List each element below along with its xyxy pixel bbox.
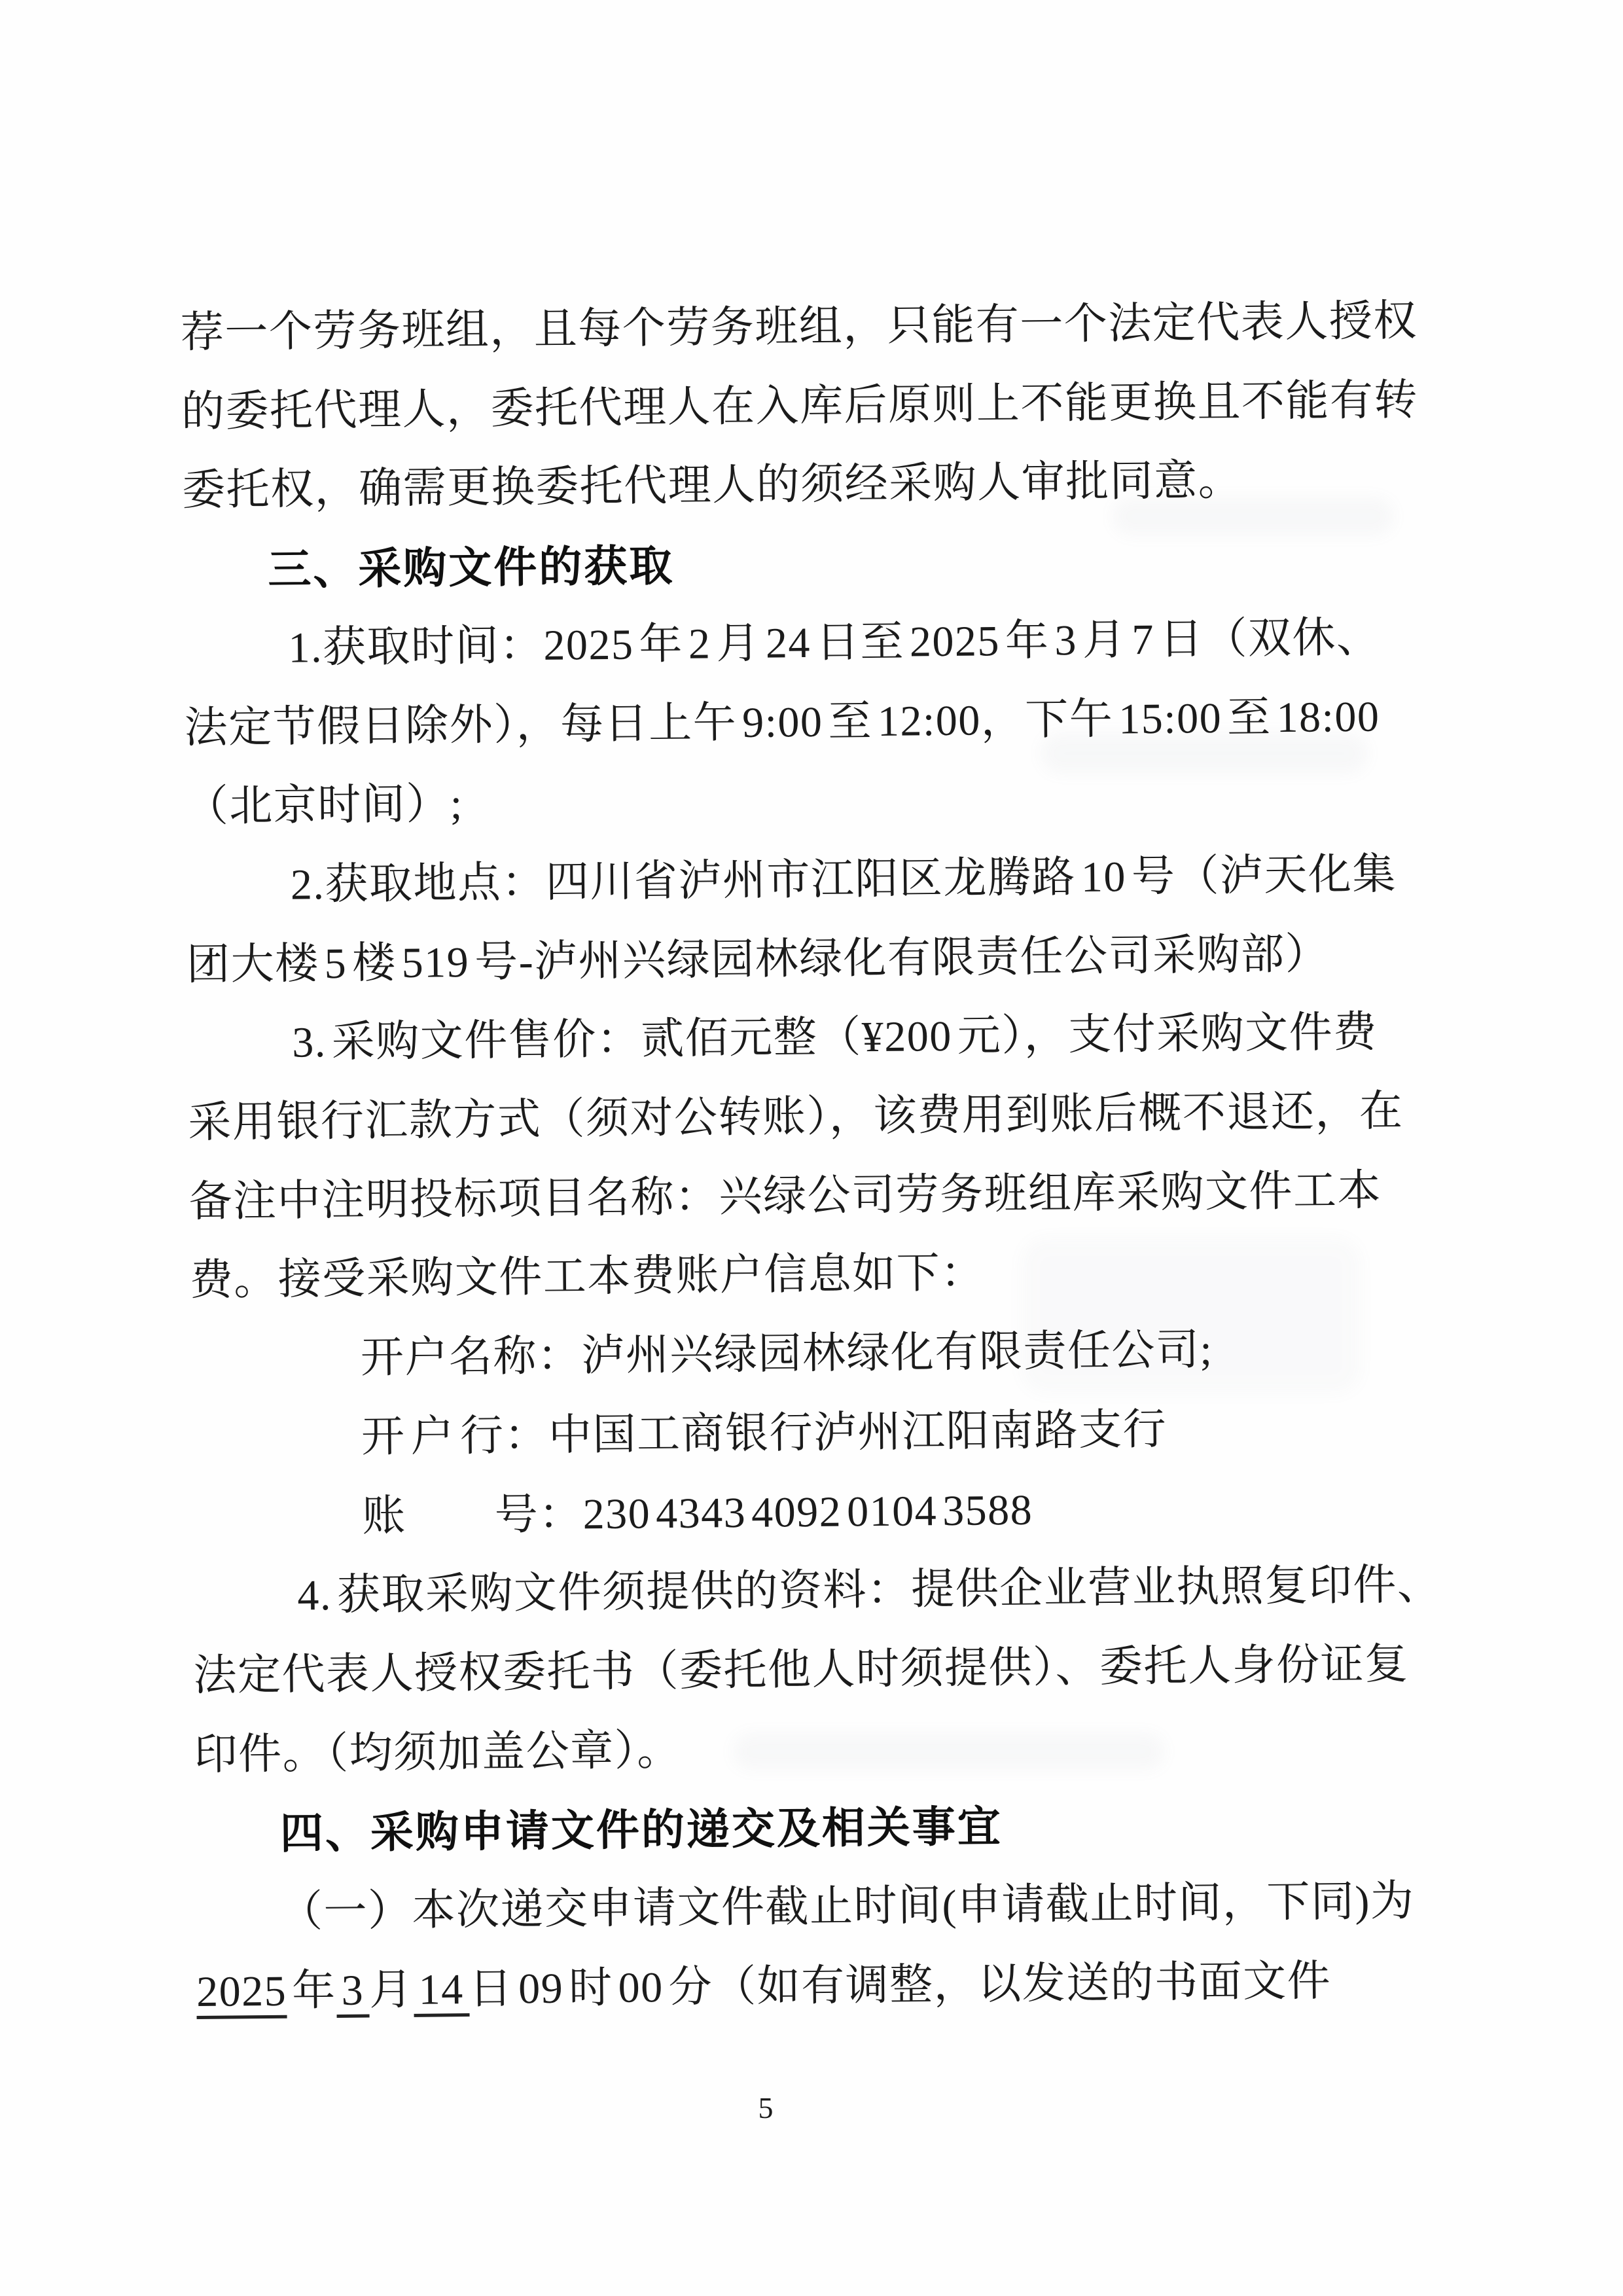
- deadline-day-underlined: 14: [413, 1965, 469, 2017]
- section3-item3-line: 费。接受采购文件工本费账户信息如下：: [189, 1249, 986, 1305]
- section3-item3-line: 3. 采购文件售价：贰佰元整（¥200 元），支付采购文件费: [291, 1009, 1378, 1067]
- section3-item4-line: 印件。（均须加盖公章）。: [194, 1726, 682, 1779]
- section3-item4-line: 法定代表人授权委托书（委托他人时须提供）、委托人身份证复: [193, 1640, 1409, 1700]
- continuation-paragraph-line: 委托权，确需更换委托代理人的须经采购人审批同意。: [181, 457, 1243, 515]
- section3-item3-line: 备注中注明投标项目名称：兴绿公司劳务班组库采购文件工本: [188, 1166, 1382, 1226]
- deadline-rest: 日 09 时 00 分（如有调整，以发送的书面文件: [469, 1957, 1332, 2013]
- page-text-block: [180, 282, 1440, 2032]
- section4-item1-line: （一）本次递交申请文件截止时间(申请截止时间，下同)为: [279, 1877, 1415, 1936]
- continuation-paragraph-line: 荐一个劳务班组，且每个劳务班组，只能有一个法定代表人授权: [180, 297, 1418, 357]
- section3-item4-line: 4. 获取采购文件须提供的资料：提供企业营业执照复印件、: [297, 1561, 1442, 1620]
- section3-item1-line: 1.获取时间：2025 年 2 月 24 日至 2025 年 3 月 7 日（双休、: [288, 613, 1381, 672]
- deadline-line: [196, 1941, 1440, 2032]
- page-number: 5: [758, 2091, 774, 2125]
- section3-item2-line: 2.获取地点：四川省泸州市江阳区龙腾路 10 号（泸天化集: [290, 850, 1397, 909]
- section3-item2-line: 团大楼 5 楼 519 号-泸州兴绿园林绿化有限责任公司采购部）: [186, 929, 1330, 989]
- account-name-line: 开户名称：泸州兴绿园林绿化有限责任公司;: [360, 1326, 1213, 1382]
- section4-heading: 四、采购申请文件的递交及相关事宜: [279, 1802, 1003, 1858]
- deadline-year-underlined: 2025: [196, 1967, 287, 2019]
- section3-heading: 三、采购文件的获取: [267, 541, 675, 594]
- deadline-month-unit: 月: [368, 1965, 414, 2015]
- account-number-line: 账 号：230 4343 4092 0104 3588: [361, 1486, 1033, 1541]
- continuation-paragraph-line: 的委托代理人，委托代理人在入库后原则上不能更换且不能有转: [181, 376, 1419, 436]
- deadline-month-underlined: 3: [336, 1966, 369, 2017]
- section3-item3-line: 采用银行汇款方式（须对公转账），该费用到账后概不退还，在: [188, 1087, 1404, 1147]
- account-bank-line: 开 户 行：中国工商银行泸州江阳南路支行: [361, 1405, 1168, 1462]
- deadline-year-unit: 年: [286, 1966, 337, 2015]
- section3-item1-line: 法定节假日除外），每日上午 9:00 至 12:00，下午 15:00 至 18:00: [184, 692, 1380, 752]
- section3-item1-line: （北京时间）;: [185, 780, 463, 831]
